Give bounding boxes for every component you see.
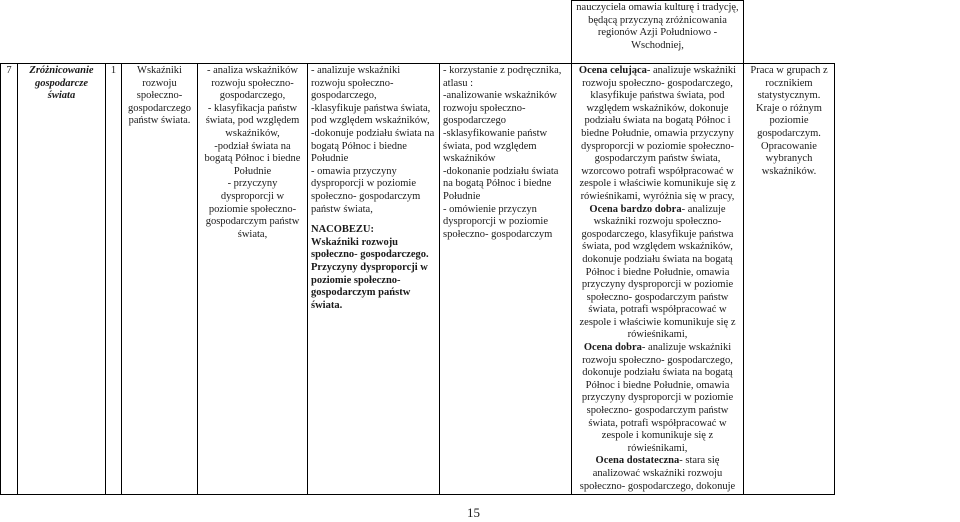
grade-text: - analizuje wskaźniki rozwoju społeczno- gospodarczego, klasyfikuje państwa świata, pod względem wskaźników, dokonuje podziału świata na bogatą Północ i biedne Południe, omawia przyczyny dysproporcji w poziomie społeczno-gospodarczym państw świata, wzorcowo potrafi współpracować w zespole i właściwie komunikuje się z rówieśnikami, wyróżnia się w pracy,	[579, 65, 737, 202]
lesson-number: 7	[1, 64, 18, 495]
grade-label: Ocena dostateczna	[595, 455, 680, 467]
grade-label: Ocena dobra	[583, 342, 642, 354]
grade-text: - stara się analizować wskaźniki rozwoju społeczno- gospodarczego, dokonuje	[579, 455, 736, 492]
goal-line: - analizuje wskaźniki rozwoju społeczno- gospodarczego,	[311, 65, 401, 102]
form-line: Kraje o różnym poziomie gospodarczym. Opracowanie wybranych wskaźników.	[756, 102, 822, 177]
nacobezu-title: NACOBEZU:	[311, 224, 375, 236]
forms-cell	[744, 64, 835, 495]
continued-criteria-cell	[572, 1, 744, 64]
grade-text: - analizuje wskaźniki rozwoju społeczno- gospodarczego, dokonuje podziału świata na bogatą Północ i biedne Południe, omawia przyczyny dysproporcji w poziomie społeczno- gospodarczym państw świata, potrafi współpracować w zespole i komunikuje się z rówieśnikami,	[581, 342, 734, 454]
goal-line: - omawia przyczyny dysproporcji w poziomie społeczno- gospodarczym państw świata,	[311, 165, 421, 215]
goal-line: -klasyfikuje państwa świata, pod względem wskaźników,	[311, 102, 431, 127]
empty-top-area	[1, 1, 572, 64]
method-line: -sklasyfikowanie państw świata, pod względem wskaźników	[443, 127, 548, 165]
page-number: 15	[467, 505, 480, 520]
form-line: Praca w grupach z rocznikiem statystycznym.	[750, 65, 828, 102]
empty-top-right	[744, 1, 835, 64]
method-line: - omówienie przyczyn dysproporcji w poziomie społeczno- gospodarczym	[443, 203, 553, 240]
content-line: - klasyfikacja państw świata, pod względem wskaźników,	[205, 102, 300, 139]
content-line: - przyczyny dysproporcji w poziomie społeczno-gospodarczym państw świata,	[205, 178, 300, 240]
nacobezu-item: Wskaźniki rozwoju społeczno- gospodarczego.	[311, 236, 429, 261]
method-line: -dokonanie podziału świata na bogatą Północ i biedne Południe	[443, 165, 559, 202]
spacer	[311, 216, 436, 224]
nacobezu-item: Przyczyny dysproporcji w poziomie społeczno-gospodarczym państw świata.	[311, 261, 428, 311]
grade-label: Ocena celująca	[578, 65, 647, 76]
method-line: -analizowanie wskaźników rozwoju społeczno-gospodarczego	[443, 90, 557, 127]
goal-line: -dokonuje podziału świata na bogatą Północ i biedne Południe	[311, 127, 435, 165]
goals-cell	[308, 64, 440, 495]
continued-criteria-text: nauczyciela omawia kulturę i tradycję, będącą przyczyną zróżnicowania regionów Azji Południowo - Wschodniej,	[576, 2, 739, 51]
lesson-topic: Zróżnicowanie gospodarcze świata	[18, 64, 106, 495]
content-line: - analiza wskaźników rozwoju społeczno-gospodarczego,	[207, 65, 298, 102]
grade-text: - analizuje wskaźniki rozwoju społeczno-gospodarczego, klasyfikuje państwa świata, pod względem wskaźników, dokonuje podziału świata na bogatą Północ i biedne Południe, omawia przyczyny dysproporcji w poziomie społeczno- gospodarczym państw świata, potrafi współpracować w zespole i właściwie komunikuje się z rówieśnikami,	[579, 203, 736, 341]
criteria-cell	[572, 64, 744, 495]
content-line: -podział świata na bogatą Północ i biedne Południe	[204, 140, 301, 177]
content-cell	[198, 64, 308, 495]
grade-label: Ocena bardzo dobra	[589, 203, 682, 215]
methods-cell	[440, 64, 572, 495]
hours-count: 1	[106, 64, 122, 495]
method-line: - korzystanie z podręcznika, atlasu :	[443, 65, 562, 89]
lesson-subject: Wskaźniki rozwoju społeczno-gospodarczego państw świata.	[122, 64, 198, 495]
table-row	[1, 64, 835, 495]
